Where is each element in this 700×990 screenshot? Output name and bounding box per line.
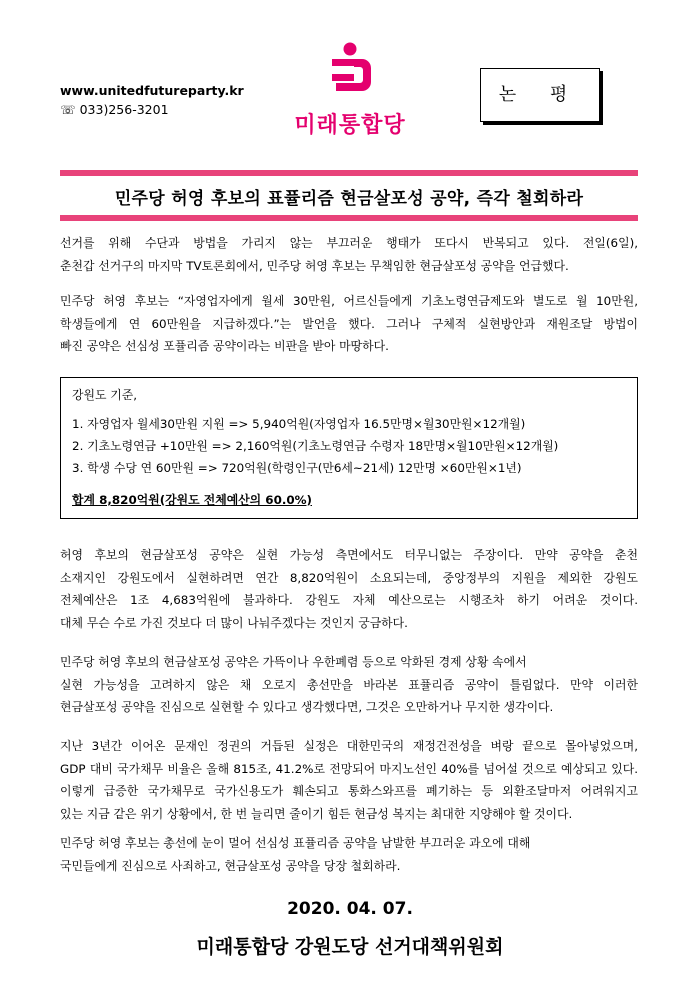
signature: 미래통합당 강원도당 선거대책위원회 <box>196 936 504 958</box>
budget-box <box>60 377 638 519</box>
text-line: 대체 무슨 수로 가진 것보다 더 많이 나눠주겠다는 것인지 궁금하다. <box>60 615 408 630</box>
party-logo-icon <box>328 42 372 106</box>
text-line: 있는 지금 같은 위기 상황에서, 한 번 늘리면 줄이기 힘든 현금성 복지는 최대한 지양해야 할 것이다. <box>60 806 573 821</box>
paragraph-4 <box>60 651 638 719</box>
party-logo <box>270 42 430 152</box>
title-top-bar <box>60 170 638 176</box>
text-line: 민주당 허영 후보는 총선에 눈이 멀어 선심성 표퓰리즘 공약을 남발한 부끄러운 과오에 대해 <box>60 836 531 850</box>
text-line: 지난 3년간 이어온 문재인 정권의 거듭된 실정은 대한민국의 재정건전성을 벼랑 끝으로 몰아넣었으며, <box>60 739 638 753</box>
text-line: 전체예산은 1조 4,683억원에 불과하다. 강원도 자체 예산으로는 시행조차 하기 어려운 것이다. <box>60 593 638 607</box>
text-line: 현금살포성 공약을 진심으로 실현할 수 있다고 생각했다면, 그것은 오만하거나 무지한 생각이다. <box>60 700 554 714</box>
text-line: 빠진 공약은 선심성 포퓰리즘 공약이라는 비판을 받아 마땅하다. <box>60 339 389 353</box>
text-line: 선거를 위해 수단과 방법을 가리지 않는 부끄러운 행태가 또다시 반복되고 있다. 전일(6일), <box>60 236 638 250</box>
website-link[interactable]: www.unitedfutureparty.kr <box>60 83 244 98</box>
contact-info <box>60 81 244 119</box>
text-line: 허영 후보의 현금살포성 공약은 실현 가능성 측면에서도 터무니없는 주장이다. 만약 공약을 춘천 <box>60 548 638 562</box>
paragraph-3 <box>60 544 638 634</box>
budget-item: 1. 자영업자 월세30만원 지원 => 5,940억원(자영업자 16.5만명×월30만원×12개월) <box>72 417 526 431</box>
budget-item: 3. 학생 수당 연 60만원 => 720억원(학령인구(만6세~21세) 12만명 ×60만원×1년) <box>72 461 522 475</box>
text-line: 실현 가능성을 고려하지 않은 채 오로지 총선만을 바라본 표퓰리즘 공약이 틀림없다. 만약 이러한 <box>60 677 638 692</box>
document-date: 2020. 04. 07. <box>287 899 413 919</box>
text-line: 소재지인 강원도에서 실현하려면 연간 8,820억원이 소요되는데, 중앙정부의 지원을 제외한 강원도 <box>60 570 638 585</box>
text-line: 국민들에게 진심으로 사죄하고, 현금살포성 공약을 당장 철회하라. <box>60 858 401 873</box>
budget-heading: 강원도 기준, <box>72 388 137 402</box>
text-line: 춘천갑 선거구의 마지막 TV토론회에서, 민주당 허영 후보는 무책임한 현금살포성 공약을 언급했다. <box>60 258 569 273</box>
paragraph-5 <box>60 735 638 825</box>
doc-type-label: 논 평 <box>480 68 600 122</box>
text-line: GDP 대비 국가채무 비율은 올해 815조, 41.2%로 전망되어 마지노선인 40%를 넘어설 것으로 예상되고 있다. <box>60 761 638 776</box>
paragraph-6 <box>60 832 638 877</box>
text-line: 민주당 허영 후보의 현금살포성 공약은 가뜩이나 우한폐렴 등으로 악화된 경제 상황 속에서 <box>60 655 527 669</box>
title-bottom-bar <box>60 215 638 221</box>
text-line: 이렇게 급증한 국가채무로 국가신용도가 훼손되고 통화스와프를 폐기하는 등 외환조달마저 어려워지고 <box>60 784 638 798</box>
text-line: 학생들에게 연 60만원을 지급하겠다.”는 발언을 했다. 그러나 구체적 실현방안과 재원조달 방법이 <box>60 316 638 331</box>
phone-number: ☏ 033)256-3201 <box>60 102 169 117</box>
paragraph-2 <box>60 290 638 358</box>
budget-total: 합계 8,820억원(강원도 전체예산의 60.0%) <box>72 493 312 507</box>
paragraph-1 <box>60 232 638 277</box>
budget-item: 2. 기초노령연금 +10만원 => 2,160억원(기초노령연금 수령자 18만명×월10만원×12개월) <box>72 439 559 453</box>
party-name: 미래통합당 <box>294 113 406 138</box>
document-title: 민주당 허영 후보의 표퓰리즘 현금살포성 공약, 즉각 철회하라 <box>114 189 584 209</box>
text-line: 민주당 허영 후보는 “자영업자에게 월세 30만원, 어르신들에게 기초노령연금제도와 별도로 월 10만원, <box>60 294 638 308</box>
